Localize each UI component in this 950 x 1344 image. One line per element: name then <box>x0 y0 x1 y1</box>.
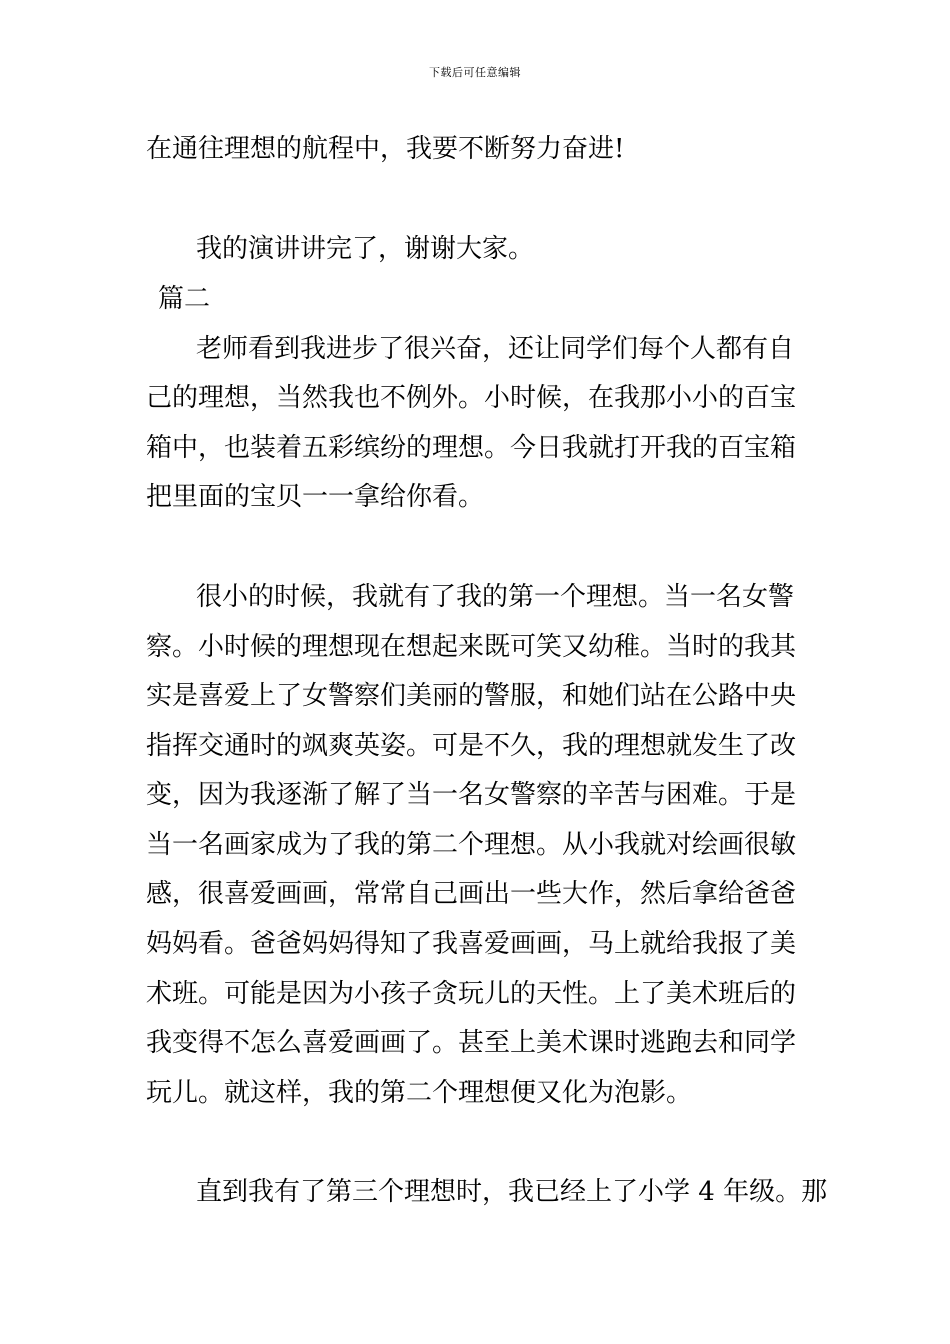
page-header: 下载后可任意编辑 <box>429 66 521 79</box>
text-line: 实是喜爱上了女警察们美丽的警服，和她们站在公路中央 <box>146 681 797 711</box>
text-line: 变，因为我逐渐了解了当一名女警察的辛苦与困难。于是 <box>146 780 797 810</box>
text-line: 感，很喜爱画画，常常自己画出一些大作，然后拿给爸爸 <box>146 879 797 909</box>
text-line: 当一名画家成为了我的第二个理想。从小我就对绘画很敏 <box>146 830 797 860</box>
text-line: 指挥交通时的飒爽英姿。可是不久，我的理想就发生了改 <box>146 731 797 761</box>
text-line: 术班。可能是因为小孩子贪玩儿的天性。上了美术班后的 <box>146 979 797 1009</box>
text-line: 直到我有了第三个理想时，我已经上了小学 4 年级。那 <box>196 1177 828 1207</box>
text-line: 我变得不怎么喜爱画画了。甚至上美术课时逃跑去和同学 <box>146 1028 797 1058</box>
text-line: 玩儿。就这样，我的第二个理想便又化为泡影。 <box>146 1078 693 1108</box>
section-heading: 篇二 <box>158 284 211 314</box>
text-line: 把里面的宝贝一一拿给你看。 <box>146 482 485 512</box>
text-line: 己的理想，当然我也不例外。小时候，在我那小小的百宝 <box>146 383 797 413</box>
text-line: 很小的时候，我就有了我的第一个理想。当一名女警 <box>196 582 795 612</box>
text-line: 察。小时候的理想现在想起来既可笑又幼稚。当时的我其 <box>146 632 797 662</box>
text-line: 妈妈看。爸爸妈妈得知了我喜爱画画，马上就给我报了美 <box>146 929 797 959</box>
text-line: 箱中，也装着五彩缤纷的理想。今日我就打开我的百宝箱 <box>146 433 797 463</box>
text-line: 老师看到我进步了很兴奋，还让同学们每个人都有自 <box>196 334 795 364</box>
text-line: 在通往理想的航程中，我要不断努力奋进! <box>146 134 625 164</box>
text-line: 我的演讲讲完了，谢谢大家。 <box>196 234 535 264</box>
